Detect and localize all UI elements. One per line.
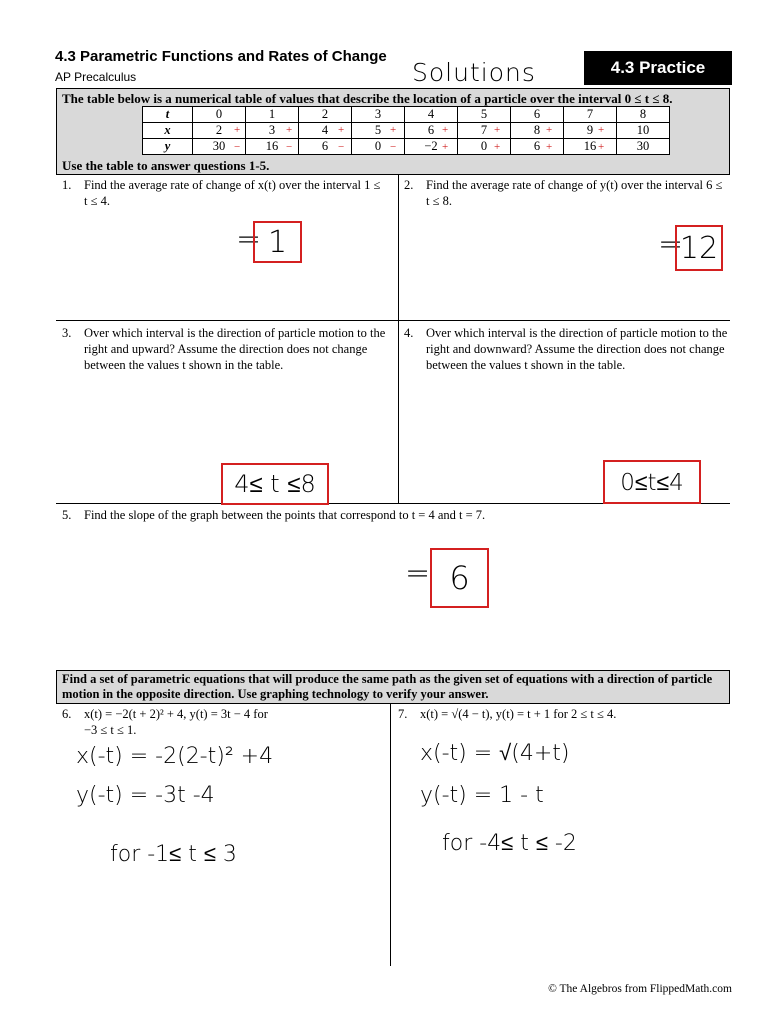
y-change-mark: −: [234, 141, 241, 153]
use-table-instruction: Use the table to answer questions 1-5.: [62, 158, 270, 173]
row-label-x: x: [143, 123, 193, 139]
table-cell: 0: [193, 107, 246, 123]
question-text: Over which interval is the direction of particle motion to the right and upward? Assume the direction does not change between the values t shown in the table.: [84, 326, 386, 372]
question-7: [398, 706, 728, 722]
work-line: for -1≤ t ≤ 3: [110, 842, 237, 867]
table-cell: 7: [458, 123, 511, 139]
question-number: 2.: [404, 178, 414, 192]
answer-box-5: 6: [430, 548, 489, 608]
table-row-t: [143, 107, 670, 123]
table-cell: 6: [299, 139, 352, 155]
y-change-mark: +: [494, 141, 501, 153]
table-cell: 10: [617, 123, 670, 139]
footer-copyright: © The Algebros from FlippedMath.com: [548, 983, 732, 995]
x-change-mark: +: [390, 124, 397, 136]
question-number: 1.: [62, 178, 72, 192]
y-change-mark: −: [390, 141, 397, 153]
y-change-mark: −: [338, 141, 345, 153]
table-cell: 3: [352, 107, 405, 123]
x-change-mark: +: [442, 124, 449, 136]
table-cell: 2: [193, 123, 246, 139]
divider-vertical: [390, 704, 391, 966]
equals-sign: =: [236, 222, 262, 257]
divider-horizontal: [56, 320, 730, 321]
table-cell: 0: [458, 139, 511, 155]
solutions-handwritten: Solutions: [412, 58, 536, 87]
table-cell: 30: [193, 139, 246, 155]
work-line: x(-t) = -2(2-t)² +4: [76, 744, 274, 769]
work-line: y(-t) = 1 - t: [420, 783, 544, 808]
question-1: [62, 177, 382, 209]
y-change-mark: +: [546, 141, 553, 153]
table-cell: 8: [617, 107, 670, 123]
x-change-mark: +: [494, 124, 501, 136]
question-4: [404, 325, 729, 373]
table-row-x: [143, 123, 670, 139]
answer-box-1: 1: [253, 221, 302, 263]
table-cell: 2: [299, 107, 352, 123]
question-5: [62, 507, 722, 523]
x-change-mark: +: [598, 124, 605, 136]
question-3: [62, 325, 392, 373]
question-text: Find the average rate of change of y(t) over the interval 6 ≤ t ≤ 8.: [426, 178, 723, 208]
y-change-mark: +: [442, 141, 449, 153]
question-number: 6.: [62, 707, 72, 721]
work-line: for -4≤ t ≤ -2: [442, 831, 577, 856]
work-line: y(-t) = -3t -4: [76, 783, 215, 808]
table-cell: 7: [564, 107, 617, 123]
answer-box-4: 0≤t≤4: [603, 460, 701, 504]
intro-text: The table below is a numerical table of values that describe the location of a particle over the interval 0 ≤ t ≤ 8.: [62, 91, 673, 106]
practice-badge: 4.3 Practice: [584, 51, 732, 85]
divider-vertical: [398, 175, 399, 503]
question-text: Find the slope of the graph between the points that correspond to t = 4 and t = 7.: [84, 508, 486, 522]
answer-box-3: 4≤ t ≤8: [221, 463, 329, 505]
table-cell: 1: [246, 107, 299, 123]
x-change-mark: +: [338, 124, 345, 136]
y-change-mark: −: [286, 141, 293, 153]
page-title: 4.3 Parametric Functions and Rates of Change: [55, 48, 387, 65]
question-6: [62, 706, 382, 738]
question-text: x(t) = −2(t + 2)² + 4, y(t) = 3t − 4 for: [84, 707, 268, 721]
x-change-mark: +: [546, 124, 553, 136]
question-number: 5.: [62, 508, 72, 522]
question-text: Find the average rate of change of x(t) over the interval 1 ≤ t ≤ 4.: [84, 178, 381, 208]
table-cell: 5: [352, 123, 405, 139]
x-change-mark: +: [286, 124, 293, 136]
question-number: 3.: [62, 326, 72, 340]
table-cell: 3: [246, 123, 299, 139]
work-line: x(-t) = √(4+t): [420, 741, 570, 766]
answer-box-2: 12: [675, 225, 723, 271]
question-number: 4.: [404, 326, 414, 340]
question-text: x(t) = √(4 − t), y(t) = t + 1 for 2 ≤ t ≤ 4.: [420, 707, 617, 721]
question-text: Over which interval is the direction of particle motion to the right and downward? Assume the direction does not change between the values t shown in the table.: [426, 326, 728, 372]
table-cell: 6: [511, 139, 564, 155]
table-cell: −2: [405, 139, 458, 155]
table-cell: 0: [352, 139, 405, 155]
table-cell: 4: [405, 107, 458, 123]
table-cell: 5: [458, 107, 511, 123]
y-change-mark: +: [598, 141, 605, 153]
question-2: [404, 177, 724, 209]
table-cell: 9: [564, 123, 617, 139]
table-cell: 6: [511, 107, 564, 123]
values-table: [142, 106, 670, 155]
x-change-mark: +: [234, 124, 241, 136]
table-cell: 4: [299, 123, 352, 139]
table-cell: 16: [246, 139, 299, 155]
table-cell: 16: [564, 139, 617, 155]
row-label-y: y: [143, 139, 193, 155]
section2-instruction: Find a set of parametric equations that will produce the same path as the given set of equations with a direction of particle motion in the opposite direction. Use graphing technology to verify your answer.: [62, 672, 713, 701]
course-name: AP Precalculus: [55, 70, 137, 84]
table-cell: 8: [511, 123, 564, 139]
table-cell: 6: [405, 123, 458, 139]
row-label-t: t: [143, 107, 193, 123]
equals-sign: =: [405, 556, 431, 591]
question-number: 7.: [398, 707, 408, 721]
table-cell: 30: [617, 139, 670, 155]
equals-sign: =: [658, 227, 684, 262]
table-row-y: [143, 139, 670, 155]
question-text: −3 ≤ t ≤ 1.: [84, 723, 137, 737]
